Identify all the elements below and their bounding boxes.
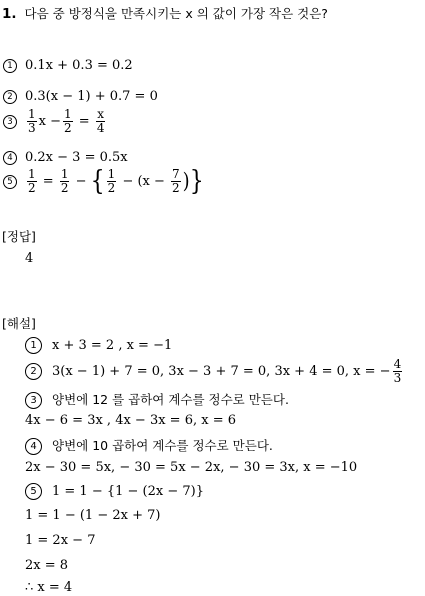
circle-number-icon: 3 — [3, 115, 17, 129]
explanation-line: 2x − 30 = 5x, − 30 = 5x − 2x, − 30 = 3x, x = −10 — [25, 460, 358, 475]
circle-number-icon: 4 — [25, 438, 42, 455]
circle-number-icon: 1 — [25, 337, 42, 354]
fraction: $\frac{7}{2}$ — [172, 167, 180, 195]
question-text: 다음 중 방정식을 만족시키는 x 의 값이 가장 작은 것은? — [24, 6, 328, 21]
fraction: $\frac{x}{4}$ — [96, 107, 105, 135]
circle-number-icon: 2 — [3, 90, 17, 104]
circle-number-icon: 2 — [25, 363, 42, 380]
answer-value: 4 — [25, 251, 34, 266]
question-number: 1. — [2, 6, 17, 22]
explanation-line: 1 = 2x − 7 — [25, 533, 96, 548]
explanation-line: 2 3(x − 1) + 7 = 0, 3x − 3 + 7 = 0, 3x + 4 = 0, x = − $\frac{4}{3}$ — [25, 358, 404, 385]
option-equation: 0.1x + 0.3 = 0.2 — [25, 58, 133, 73]
option-5[interactable] — [3, 165, 204, 198]
circle-number-icon: 5 — [3, 175, 17, 189]
question-title — [2, 4, 328, 22]
explanation-line: 2x = 8 — [25, 558, 69, 573]
explanation-line: 5 1 = 1 − {1 − (2x − 7)} — [25, 483, 204, 500]
option-equation: 0.3(x − 1) + 0.7 = 0 — [25, 89, 158, 104]
fraction: $\frac{1}{2}$ — [107, 167, 116, 195]
option-equation: 0.2x − 3 = 0.5x — [25, 150, 128, 165]
fraction: $\frac{1}{3}$ — [28, 107, 36, 135]
option-equation: $\frac{1}{2}$ = $\frac{1}{2}$ − { $\frac{1}{2}$ − (x − $\frac{7}{2}$ )} — [28, 165, 204, 198]
explanation-line: 1 x + 3 = 2 , x = −1 — [25, 337, 172, 354]
fraction: $\frac{1}{2}$ — [60, 167, 69, 195]
explanation-line: 1 = 1 − (1 − 2x + 7) — [25, 508, 161, 523]
option-2[interactable] — [3, 89, 158, 104]
option-4[interactable] — [3, 150, 128, 165]
answer-label: [정답] — [2, 229, 36, 244]
fraction: $\frac{1}{2}$ — [28, 167, 36, 195]
option-equation: $\frac{1}{3}$ x − $\frac{1}{2}$ = $\frac{x}{4}$ — [28, 107, 105, 135]
explanation-line: ∴ x = 4 — [25, 580, 73, 595]
explanation-label: [해설] — [2, 316, 36, 331]
circle-number-icon: 1 — [3, 59, 17, 73]
option-3[interactable] — [3, 108, 107, 135]
explanation-line: 3 양변에 12 를 곱하여 계수를 정수로 만든다. — [25, 390, 289, 409]
circle-number-icon: 4 — [3, 151, 17, 165]
fraction: $\frac{4}{3}$ — [393, 357, 402, 385]
fraction: $\frac{1}{2}$ — [64, 107, 72, 135]
explanation-line: 4x − 6 = 3x , 4x − 3x = 6, x = 6 — [25, 413, 237, 428]
explanation-line: 4 양변에 10 곱하여 계수를 정수로 만든다. — [25, 436, 273, 455]
circle-number-icon: 3 — [25, 392, 42, 409]
circle-number-icon: 5 — [25, 483, 42, 500]
option-1[interactable] — [3, 58, 133, 73]
